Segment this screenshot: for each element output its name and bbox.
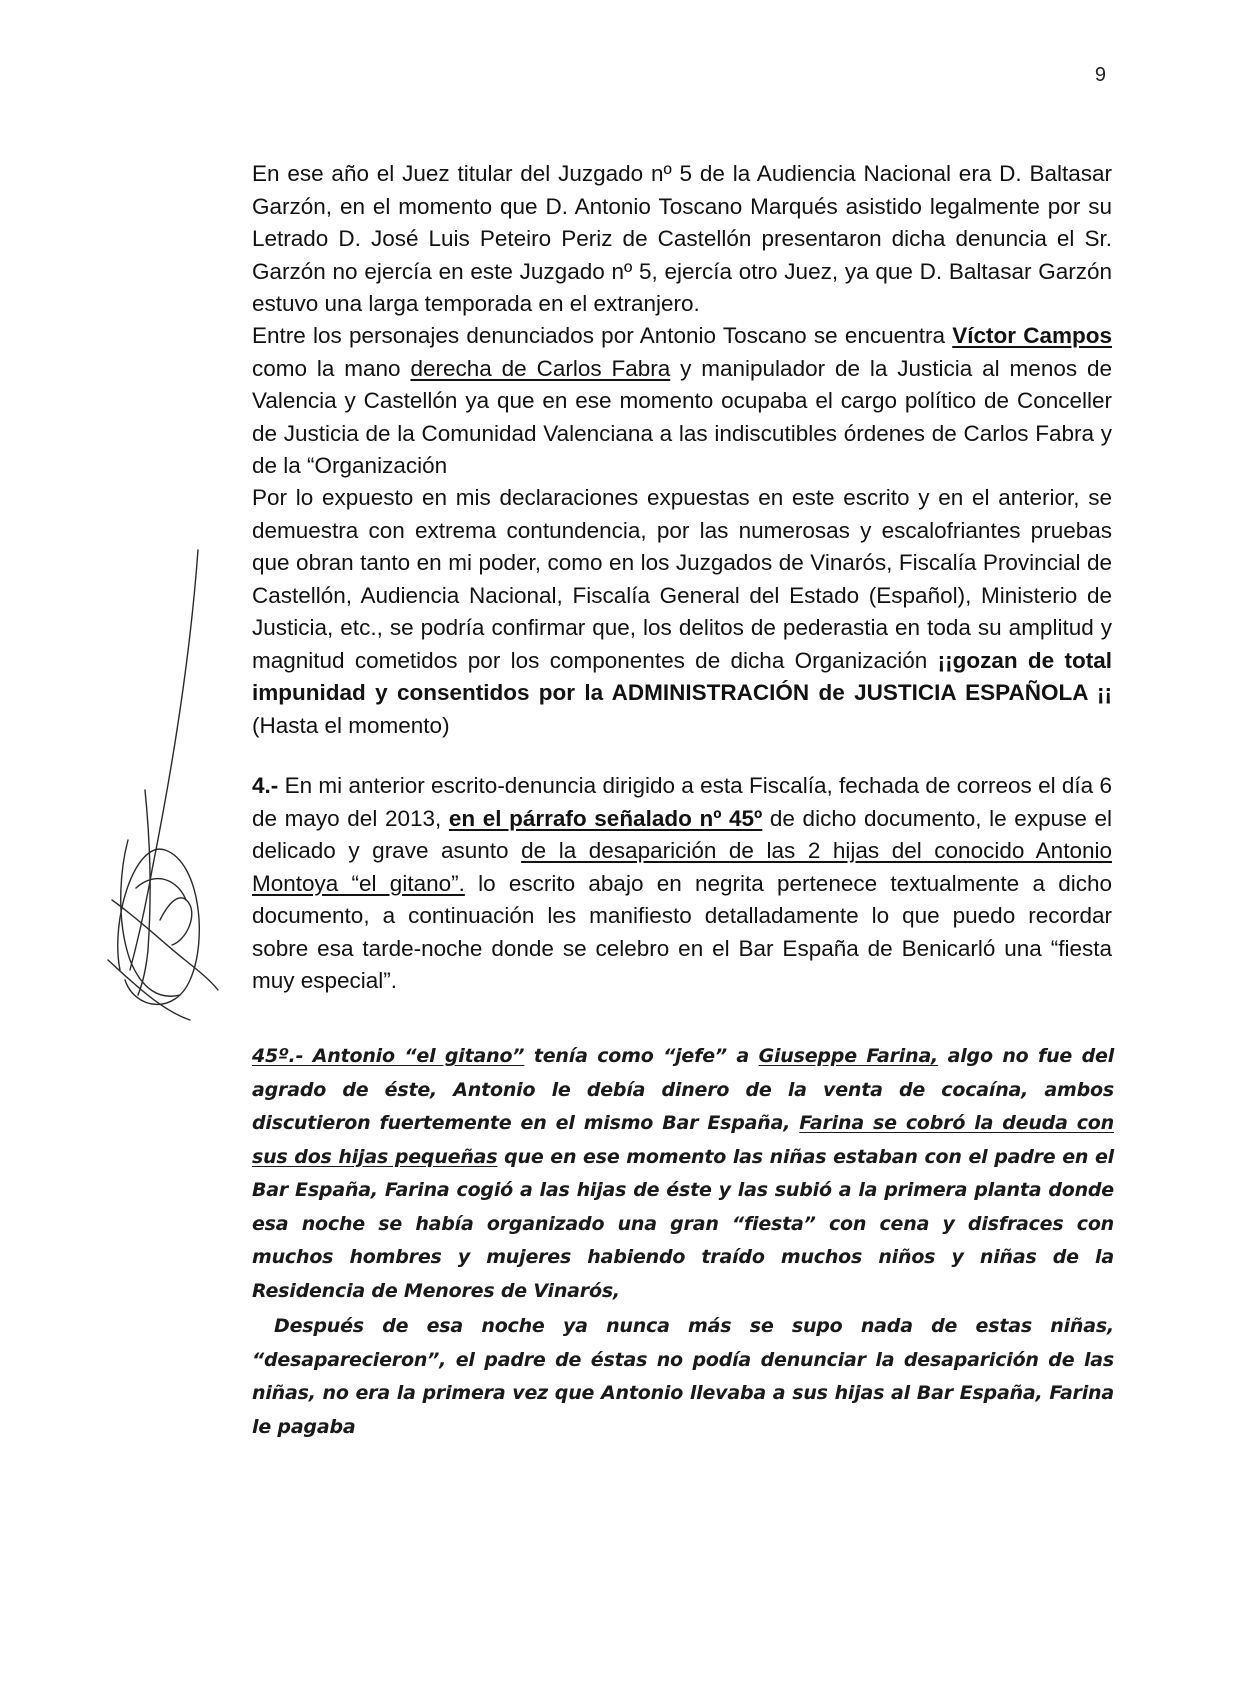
text-run: (Hasta el momento) bbox=[252, 712, 450, 738]
text-run: y manipulador de la Justicia al menos de Valencia y Castellón ya que en ese momento ocupaba el cargo político de Conceller de Justicia de la Comunidad Valenciana a las indiscutibles órdenes de Carlos Fabra y de la “Organización bbox=[252, 355, 1113, 478]
paragraph-garzon bbox=[252, 158, 1112, 321]
quoted-paragraph-45 bbox=[252, 1040, 1114, 1308]
text-run: como la mano bbox=[252, 355, 411, 381]
paragraph-text: En ese año el Juez titular del Juzgado nº 5 de la Audiencia Nacional era D. Baltasar Garzón, en el momento que D. Antonio Toscano Marqués asistido legalmente por su Letrado D. José Luis Peteiro Periz de Castellón presentaron dicha denuncia el Sr. Garzón no ejercía en este Juzgado nº 5, ejercía otro Juez, ya que D. Baltasar Garzón estuvo una larga temporada en el extranjero. bbox=[252, 161, 1112, 316]
person-name-victor-campos: Víctor Campos bbox=[952, 323, 1112, 348]
paragraph-victor-campos bbox=[252, 320, 1112, 483]
underlined-phrase: de la desaparición de las 2 hijas del conocido Antonio Montoya “el gitano”. bbox=[252, 838, 1112, 896]
text-run: de dicho documento, le expuse el delicado y grave asunto bbox=[252, 805, 1112, 863]
text-run: algo no fue del agrado de éste, Antonio le debía dinero de la venta de cocaína, ambos discutieron fuertemente en el mismo Bar España, bbox=[252, 1045, 1115, 1134]
paragraph-reference: en el párrafo señalado nº 45º bbox=[448, 805, 763, 831]
handwritten-signature bbox=[90, 540, 240, 1060]
text-run: tenía como “jefe” a bbox=[524, 1045, 759, 1067]
person-name-farina: Giuseppe Farina, bbox=[758, 1045, 939, 1067]
page-number: 9 bbox=[1094, 64, 1106, 86]
quote-text: Después de esa noche ya nunca más se supo nada de estas niñas, “desaparecieron”, el padre de éstas no podía denunciar la desaparición de las niñas, no era la primera vez que Antonio llevaba a sus hijas al Bar España, Farina le pagaba bbox=[252, 1315, 1114, 1438]
quote-heading: 45º.- Antonio “el gitano” bbox=[252, 1045, 525, 1067]
underlined-phrase: derecha de Carlos Fabra bbox=[410, 355, 671, 381]
text-run: Entre los personajes denunciados por Antonio Toscano se encuentra bbox=[252, 323, 953, 348]
point-number: 4.- bbox=[252, 773, 279, 798]
bold-statement: ¡¡gozan de total impunidad y consentidos por la ADMINISTRACIÓN de JUSTICIA ESPAÑOLA ¡¡ bbox=[252, 647, 1113, 705]
text-run: En mi anterior escrito-denuncia dirigido a esta Fiscalía, fechada de correos el día 6 de mayo del 2013, bbox=[252, 773, 1112, 831]
quoted-paragraph-continuation bbox=[252, 1310, 1114, 1444]
text-run: Por lo expuesto en mis declaraciones expuestas en este escrito y en el anterior, se demuestra con extrema contundencia, por las numerosas y escalofriantes pruebas que obran tanto en mi poder, como en los Juzgados de Vinarós, Fiscalía Provincial de Castellón, Audiencia Nacional, Fiscalía General del Estado (Español), Ministerio de Justicia, etc., se podría confirmar que, los delitos de pederastia en toda su amplitud y magnitud cometidos por los componentes de dicha Organización bbox=[252, 485, 1112, 673]
text-run: lo escrito abajo en negrita pertenece textualmente a dicho documento, a continuación les manifiesto detalladamente lo que puedo recordar sobre esa tarde-noche donde se celebro en el Bar España de Benicarló una “fiesta muy especial”. bbox=[252, 870, 1112, 993]
paragraph-impunidad bbox=[252, 482, 1112, 742]
text-run: que en ese momento las niñas estaban con el padre en el Bar España, Farina cogió a las hijas de éste y las subió a la primera planta donde esa noche se había organizado una gran “fiesta” con cena y disfraces con muchos hombres y mujeres habiendo traído muchos niños y niñas de la Residencia de Menores de Vinarós, bbox=[252, 1145, 1114, 1302]
underlined-phrase: Farina se cobró la deuda con sus dos hijas pequeñas bbox=[252, 1112, 1114, 1168]
paragraph-point-4 bbox=[252, 770, 1112, 998]
